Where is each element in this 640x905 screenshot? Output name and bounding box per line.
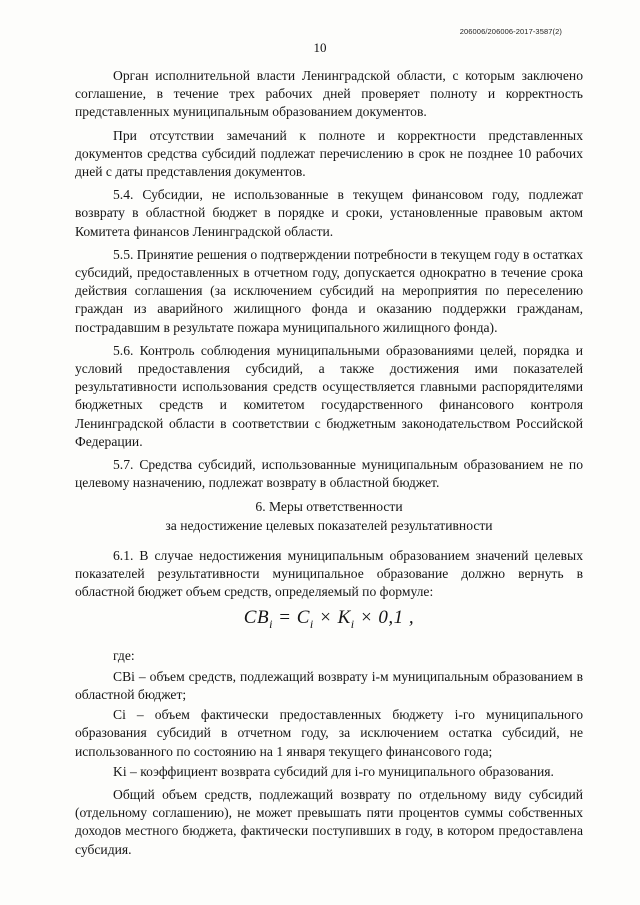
paragraph-5-4: 5.4. Субсидии, не использованные в текущем финансовом году, подлежат возврату в областной бюджет в порядке и сроки, установленные правовым актом Комитета финансов Ленинградской области. — [75, 187, 583, 239]
formula: $CB_i = C_i \times K_i \times 0,1$ , — [243, 607, 415, 632]
final-paragraph: Общий объем средств, подлежащий возврату по отдельному виду субсидий (отдельному соглашению), не может превышать пяти процентов суммы собственных доходов местного бюджета, фактически поступивших в году, в котором предоставлена субсидия. — [75, 786, 583, 857]
section-title: 6. Меры ответственности — [255, 499, 403, 515]
document-body — [75, 67, 583, 864]
paragraph-5-6: 5.6. Контроль соблюдения муниципальными образованиями целей, порядка и условий предоставления субсидий, а также достижения ими показателей результативности использования средств осуществляется главными распорядителями бюджетных средств и комитетом государственного финансового контроля Ленинградской области в соответствии с бюджетным законодательством Российской Федерации. — [75, 342, 583, 449]
paragraph-5-5: 5.5. Принятие решения о подтверждении потребности в текущем году в остатках субсидий, предоставленных в отчетном году, допускается однократно в течение срока действия соглашения (за исключением субсидий на мероприятия по переселению граждан из аварийного жилищного фонда и оказанию поддержки гражданам, пострадавшим в результате пожара муниципального жилищного фонда). — [75, 246, 583, 335]
paragraph: Орган исполнительной власти Ленинградской области, с которым заключено соглашение, в течение трех рабочих дней проверяет полноту и корректность представленных муниципальным образованием документов. — [75, 68, 583, 120]
paragraph-5-7: 5.7. Средства субсидий, использованные муниципальным образованием не по целевому назначению, подлежат возврату в областной бюджет. — [75, 457, 583, 491]
definition-ki: Ki – коэффициент возврата субсидий для i-го муниципального образования. — [113, 763, 554, 779]
document-id: 206006/206006-2017-3587(2) — [459, 27, 562, 36]
definition-cbi: CBi – объем средств, подлежащий возврату i-м муниципальным образованием в областной бюджет; — [75, 668, 583, 702]
where-label: где: — [113, 648, 135, 664]
paragraph: При отсутствии замечаний к полноте и корректности представленных документов средства субсидий подлежат перечислению в срок не позднее 10 рабочих дней с даты представления документов. — [75, 127, 583, 180]
paragraph-6-1: 6.1. В случае недостижения муниципальным образованием значений целевых показателей результативности муниципальное образование должно вернуть в областной бюджет объем средств, определяемый по формуле: — [75, 547, 583, 600]
section-subtitle: за недостижение целевых показателей результативности — [165, 517, 493, 533]
definition-ci: Ci – объем фактически предоставленных бюджету i-го муниципального образования субсидий в отчетном году, за исключением остатка субсидий, не использованного по состоянию на 1 января текущего финансового года; — [75, 707, 583, 759]
page-number: 10 — [313, 40, 327, 55]
